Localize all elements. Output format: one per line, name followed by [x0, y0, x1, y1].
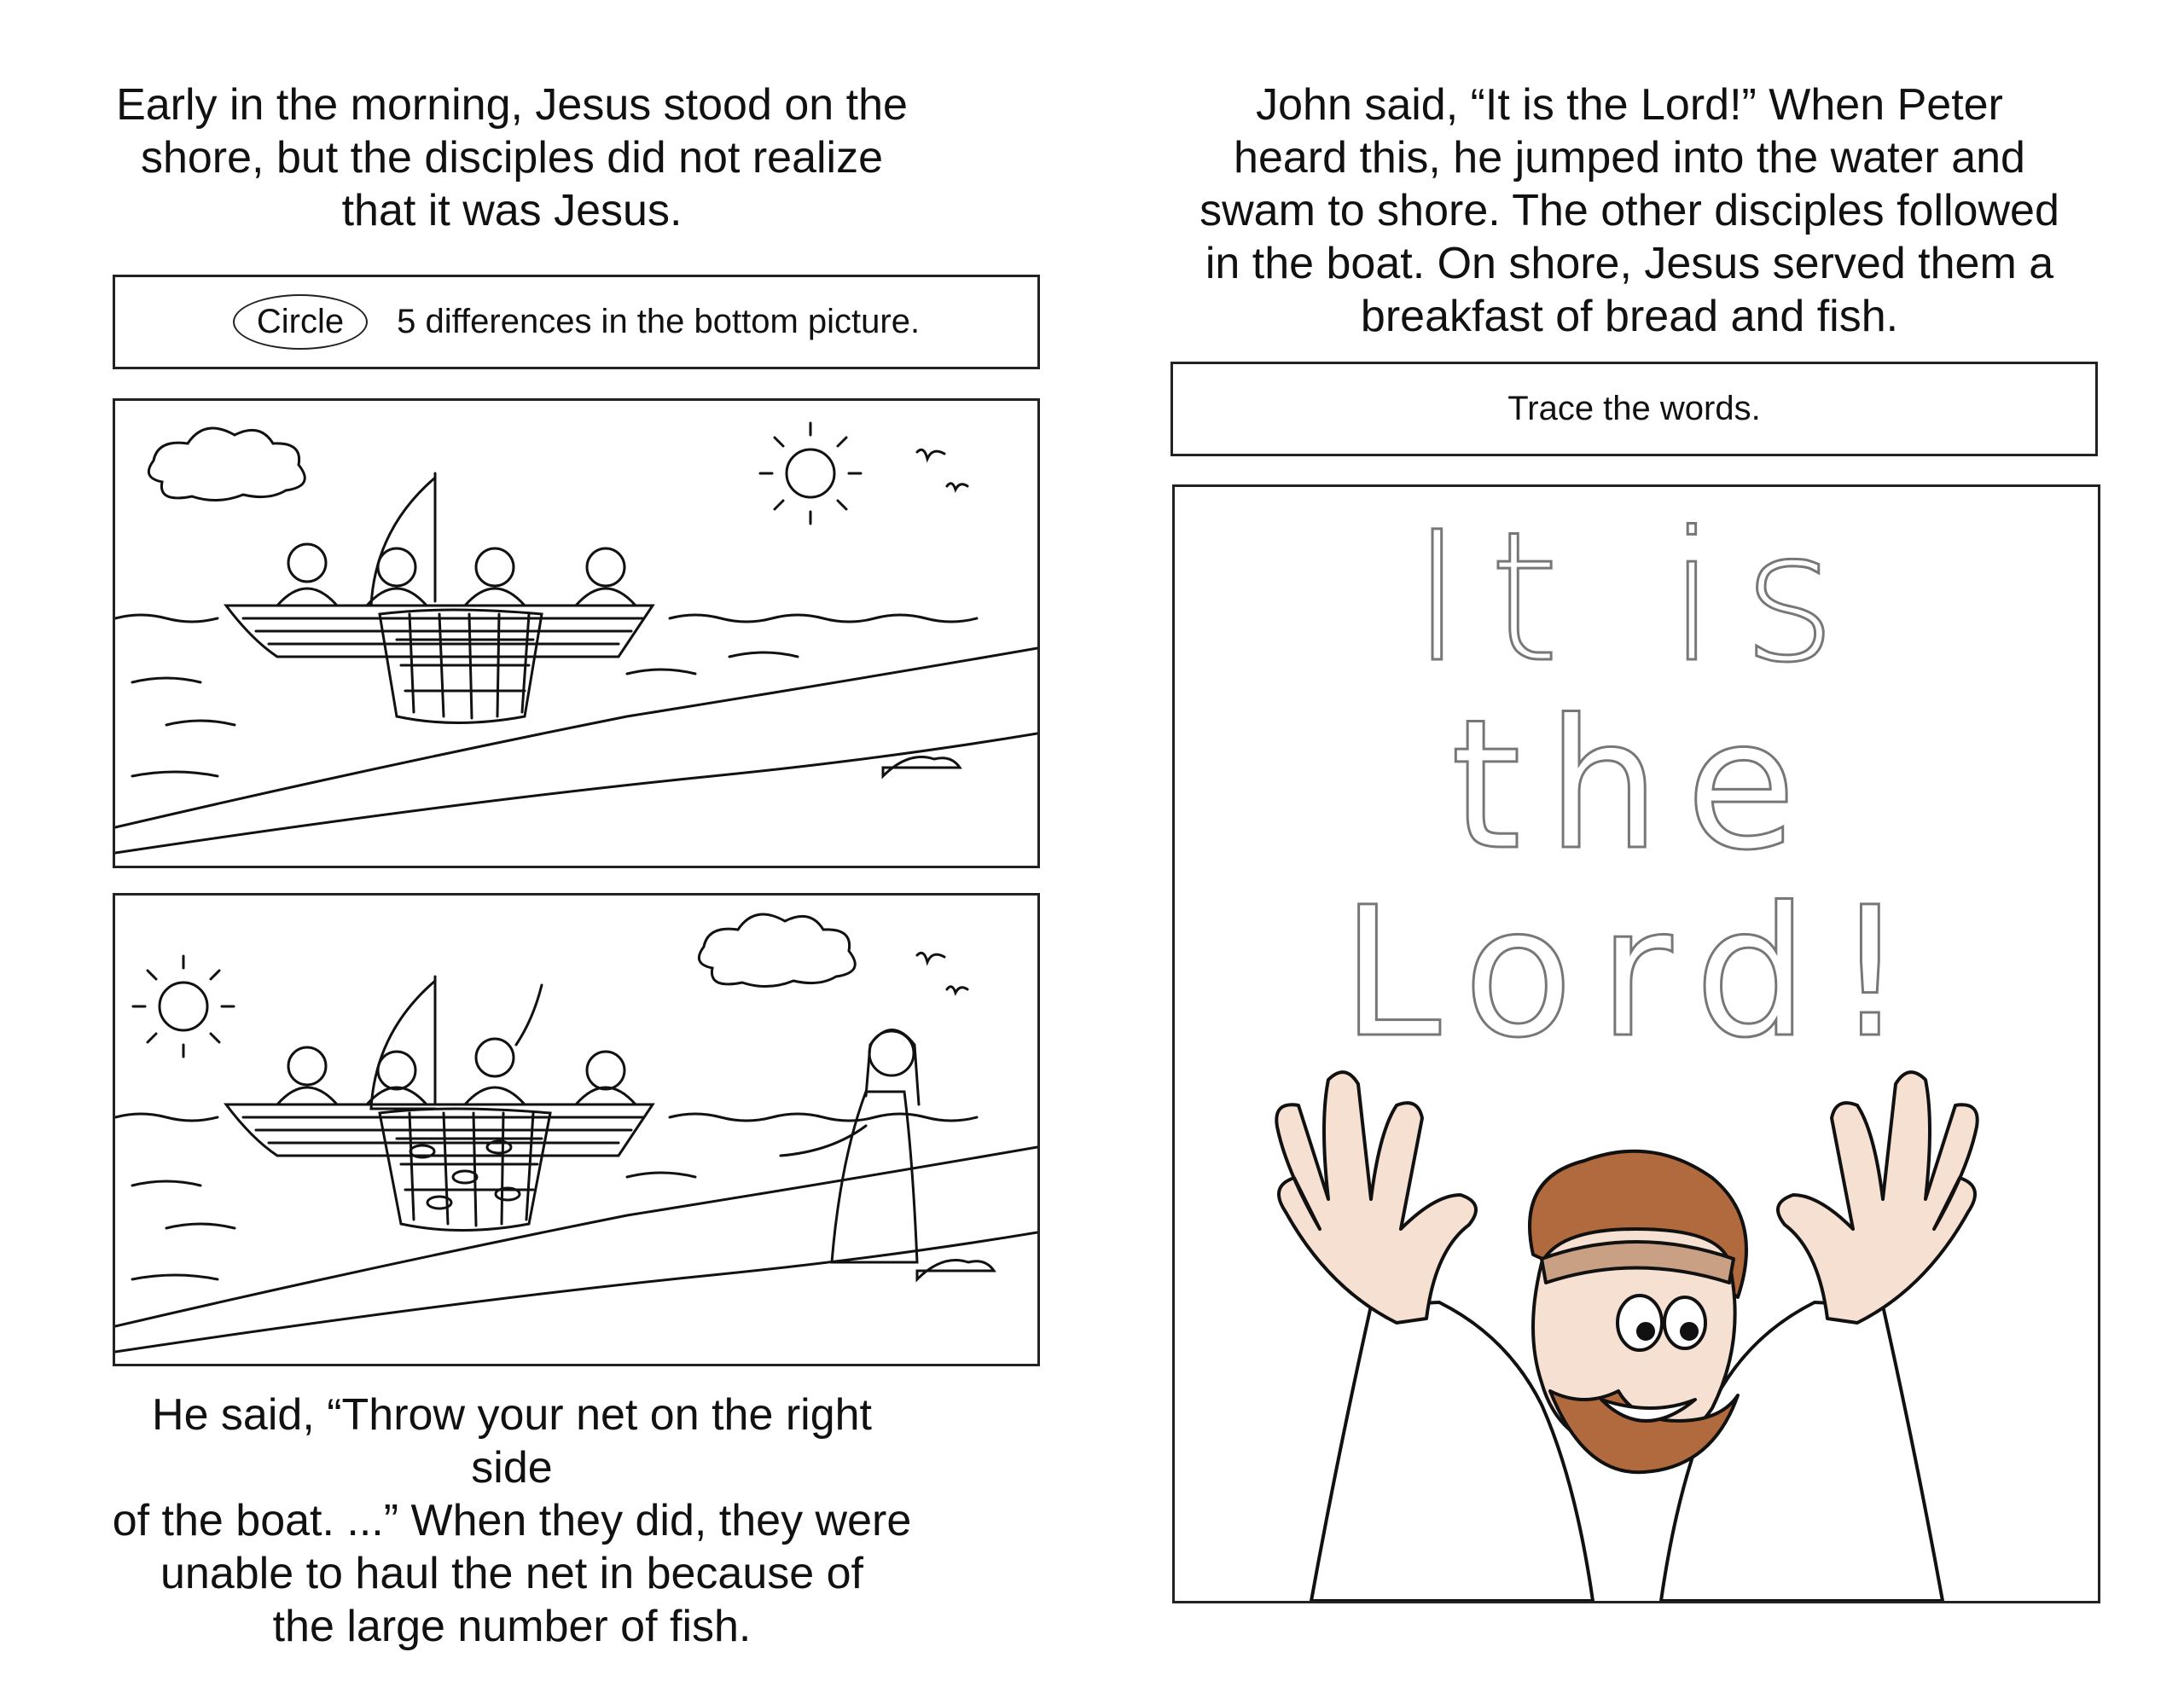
net-icon	[380, 610, 542, 723]
trace-word-line-2[interactable]: the	[1450, 681, 1822, 890]
differences-instruction-text: 5 differences in the bottom picture.	[397, 303, 921, 340]
birds-icon	[917, 953, 967, 993]
sun-icon	[133, 956, 234, 1057]
trace-instruction-text: Trace the words.	[1507, 390, 1761, 427]
differences-instruction-box	[113, 275, 1040, 369]
net-icon	[380, 1109, 550, 1231]
sun-icon	[760, 423, 861, 524]
right-intro-text: John said, “It is the Lord!” When Peter heard this, he jumped into the water and swam to shore. The other disciples followed in the boat. On shore, Jesus served them a breakfast of bread and fish.	[1199, 80, 2059, 341]
cloud-icon	[148, 428, 305, 501]
peter-cheering-icon	[1175, 1050, 2098, 1601]
trace-instruction-box	[1170, 362, 2098, 456]
rock-icon	[917, 1261, 994, 1280]
top-picture-panel[interactable]	[113, 398, 1040, 868]
left-intro-text: Early in the morning, Jesus stood on the shore, but the disciples did not realize that it was Jesus.	[116, 80, 908, 235]
jesus-figure-icon	[781, 1030, 919, 1263]
bottom-picture-scene	[115, 896, 1037, 1364]
bottom-picture-panel[interactable]	[113, 893, 1040, 1366]
trace-word-line-3[interactable]: Lord!	[1341, 868, 1931, 1077]
birds-icon	[917, 449, 967, 490]
trace-panel[interactable]	[1172, 484, 2100, 1603]
left-closing-text: He said, “Throw your net on the right side of the boat. ...” When they did, they were unable to haul the net in because of the large number of fish.	[112, 1390, 912, 1651]
top-picture-scene	[115, 401, 1037, 866]
rock-icon	[883, 757, 960, 777]
trace-word-line-1[interactable]: It is	[1410, 493, 1862, 702]
circle-word-oval: Circle	[233, 294, 368, 350]
cloud-icon	[699, 914, 855, 987]
